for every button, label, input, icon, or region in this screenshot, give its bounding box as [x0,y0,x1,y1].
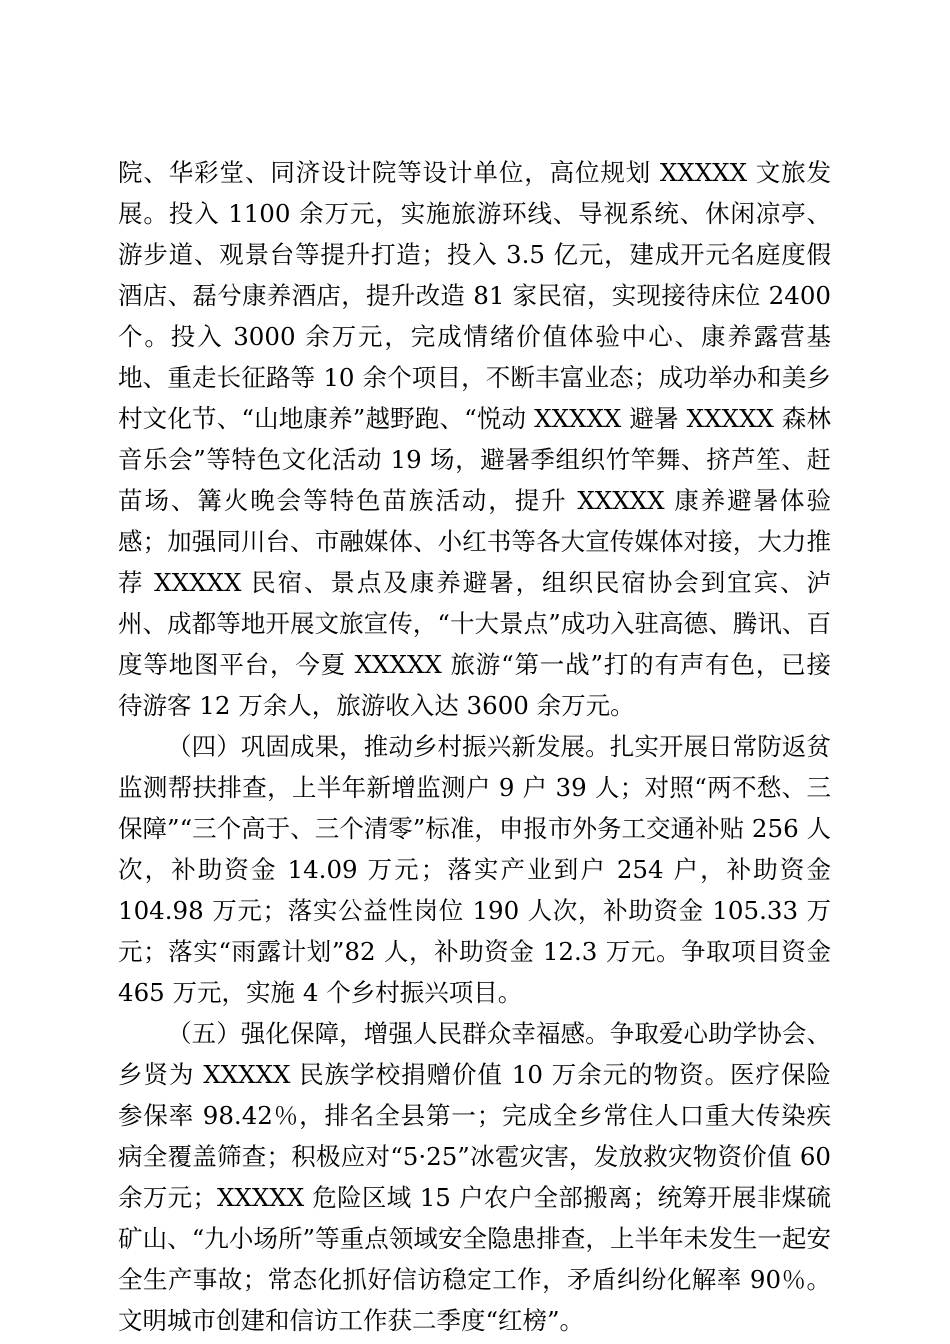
paragraph-tourism-development: 院、华彩堂、同济设计院等设计单位，高位规划 XXXXX 文旅发展。投入 1100 余万元，实施旅游环线、导视系统、休闲凉亭、游步道、观景台等提升打造；投入 3.5 亿元，建成开元名庭度假酒店、磊兮康养酒店，提升改造 81 家民宿，实现接待床位 2400 个。投入 3000 余万元，完成情绪价值体验中心、康养露营基地、重走长征路等 10 余个项目，不断丰富业态；成功举办和美乡村文化节、“山地康养”越野跑、“悦动 XXXXX 避暑 XXXXX 森林音乐会”等特色文化活动 19 场，避暑季组织竹竿舞、挤芦笙、赶苗场、篝火晚会等特色苗族活动，提升 XXXXX 康养避暑体验感；加强同川台、市融媒体、小红书等各大宣传媒体对接，大力推荐 XXXXX 民宿、景点及康养避暑，组织民宿协会到宜宾、泸州、成都等地开展文旅宣传，“十大景点”成功入驻高德、腾讯、百度等地图平台，今夏 XXXXX 旅游“第一战”打的有声有色，已接待游客 12 万余人，旅游收入达 3600 余万元。 [118,158,831,720]
paragraph-public-welfare: （五）强化保障，增强人民群众幸福感。争取爱心助学协会、乡贤为 XXXXX 民族学校捐赠价值 10 万余元的物资。医疗保险参保率 98.42％，排名全县第一；完成全乡常住人口重大传染疾病全覆盖筛查；积极应对“5·25”冰雹灾害，发放救灾物资价值 60 余万元；XXXXX 危险区域 15 户农户全部搬离；统筹开展非煤硫矿山、“九小场所”等重点领域安全隐患排查，上半年未发生一起安全生产事故；常态化抓好信访稳定工作，矛盾纠纷化解率 90％。文明城市创建和信访工作获二季度“红榜”。 [118,1019,831,1335]
document-body [118,152,831,1341]
paragraph-rural-revitalization: （四）巩固成果，推动乡村振兴新发展。扎实开展日常防返贫监测帮扶排查，上半年新增监测户 9 户 39 人；对照“两不愁、三保障”“三个高于、三个清零”标准，申报市外务工交通补贴 256 人次，补助资金 14.09 万元；落实产业到户 254 户，补助资金 104.98 万元；落实公益性岗位 190 人次，补助资金 105.33 万元；落实“雨露计划”82 人，补助资金 12.3 万元。争取项目资金 465 万元，实施 4 个乡村振兴项目。 [118,732,831,1007]
